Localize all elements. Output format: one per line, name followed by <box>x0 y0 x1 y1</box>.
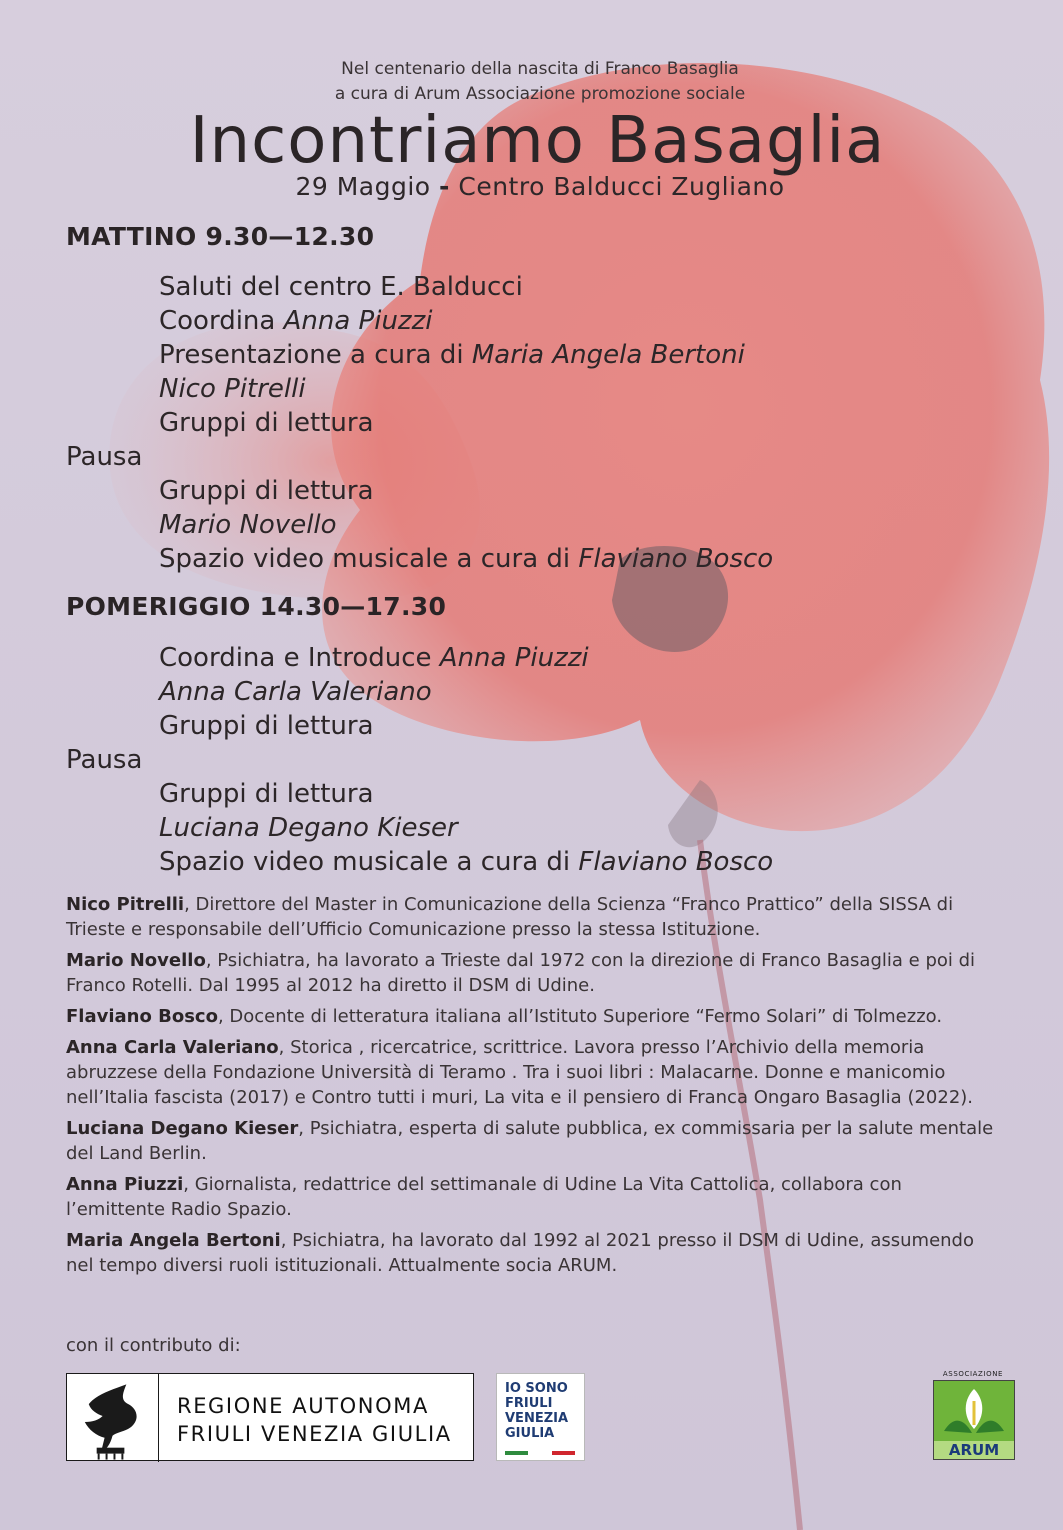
afternoon-program-item <box>0 845 1063 879</box>
event-title: Incontriamo Basaglia <box>189 104 886 178</box>
morning-program-item <box>0 474 1063 508</box>
afternoon-program-item <box>0 743 1063 777</box>
arum-caption: ASSOCIAZIONE <box>942 1370 1004 1378</box>
morning-program-item <box>0 508 1063 542</box>
morning-program-speaker-name: Nico Pitrelli <box>159 374 306 404</box>
bio-paragraph <box>66 892 1006 942</box>
speaker-bios <box>66 892 1006 1284</box>
date-separator: - <box>439 172 450 201</box>
event-venue: Centro Balducci Zugliano <box>458 172 785 201</box>
bio-name: Mario Novello <box>66 950 206 971</box>
eagle-icon <box>67 1374 159 1462</box>
morning-program-item-text: Spazio video musicale a cura di <box>159 544 579 574</box>
morning-program-item-text: Pausa <box>66 442 143 472</box>
afternoon-program-item-text: Pausa <box>66 745 143 775</box>
afternoon-program-item <box>0 641 1063 675</box>
event-date-venue <box>0 172 1063 201</box>
morning-program <box>0 270 1063 576</box>
morning-program-item <box>0 440 1063 474</box>
fvg-line-3: VENEZIA <box>505 1411 569 1426</box>
bio-name: Luciana Degano Kieser <box>66 1118 299 1139</box>
arum-name: ARUM <box>934 1441 1014 1459</box>
bio-paragraph <box>66 1004 1006 1029</box>
morning-program-speaker-name: Maria Angela Bertoni <box>471 340 745 370</box>
afternoon-program-item <box>0 675 1063 709</box>
morning-heading: MATTINO 9.30—12.30 <box>66 222 375 251</box>
afternoon-program-item-text: Gruppi di lettura <box>159 711 374 741</box>
event-date: 29 Maggio <box>295 172 431 201</box>
morning-program-speaker-name: Mario Novello <box>159 510 337 540</box>
afternoon-program-item <box>0 811 1063 845</box>
morning-program-item-text: Gruppi di lettura <box>159 408 374 438</box>
afternoon-program-speaker-name: Flaviano Bosco <box>578 847 774 877</box>
morning-program-item-text: Saluti del centro E. Balducci <box>159 272 523 302</box>
regione-line-1: REGIONE AUTONOMA <box>177 1394 429 1418</box>
afternoon-program-item-text: Spazio video musicale a cura di <box>159 847 579 877</box>
arum-lily-icon <box>934 1381 1014 1441</box>
fvg-line-1: IO SONO <box>505 1381 568 1396</box>
regione-fvg-logo <box>66 1373 474 1461</box>
fvg-line-4: GIULIA <box>505 1426 555 1441</box>
bio-text: , Psichiatra, ha lavorato a Trieste dal 1972 con la direzione di Franco Basaglia e poi di Franco Rotelli. Dal 1995 al 2012 ha diretto il DSM di Udine. <box>66 950 976 996</box>
morning-program-item-text: Gruppi di lettura <box>159 476 374 506</box>
flag-red <box>552 1451 575 1455</box>
io-sono-fvg-text <box>505 1381 568 1441</box>
subtitle-organizer: a cura di Arum Associazione promozione sociale <box>334 84 746 104</box>
afternoon-program-speaker-name: Anna Carla Valeriano <box>159 677 432 707</box>
bio-paragraph <box>66 1172 1006 1222</box>
arum-emblem <box>933 1380 1015 1460</box>
flag-white <box>528 1451 551 1455</box>
io-sono-fvg-logo <box>496 1373 585 1461</box>
bio-name: Flaviano Bosco <box>66 1006 218 1027</box>
bio-text: , Direttore del Master in Comunicazione della Scienza “Franco Prattico” della SISSA di Trieste e responsabile dell’Ufficio Comunicazione presso la stessa Istituzione. <box>66 894 954 940</box>
morning-program-item-text: Coordina <box>159 306 284 336</box>
morning-program-item-text: Presentazione a cura di <box>159 340 472 370</box>
afternoon-program-item-text: Coordina e Introduce <box>159 643 440 673</box>
bio-paragraph <box>66 1116 1006 1166</box>
afternoon-heading: POMERIGGIO 14.30—17.30 <box>66 592 447 621</box>
subtitle-centenary: Nel centenario della nascita di Franco Basaglia <box>341 59 739 79</box>
morning-program-item <box>0 406 1063 440</box>
afternoon-program-speaker-name: Luciana Degano Kieser <box>159 813 458 843</box>
bio-name: Anna Carla Valeriano <box>66 1037 279 1058</box>
morning-program-speaker-name: Anna Piuzzi <box>283 306 433 336</box>
morning-program-item <box>0 372 1063 406</box>
bio-text: , Docente di letteratura italiana all’Istituto Superiore “Fermo Solari” di Tolmezzo. <box>217 1006 943 1027</box>
bio-paragraph <box>66 1035 1006 1110</box>
fvg-line-2: FRIULI <box>505 1396 553 1411</box>
afternoon-program <box>0 641 1063 879</box>
arum-logo <box>929 1370 1017 1462</box>
bio-text: , Psichiatra, esperta di salute pubblica, ex commissaria per la salute mentale del Land Berlin. <box>66 1118 994 1164</box>
regione-line-2: FRIULI VENEZIA GIULIA <box>177 1422 452 1446</box>
morning-program-item <box>0 304 1063 338</box>
morning-program-item <box>0 338 1063 372</box>
contribution-label: con il contributo di: <box>66 1335 241 1356</box>
bio-paragraph <box>66 1228 1006 1278</box>
italian-flag-stripe <box>505 1451 575 1455</box>
afternoon-program-speaker-name: Anna Piuzzi <box>439 643 589 673</box>
afternoon-program-item <box>0 777 1063 811</box>
afternoon-program-item-text: Gruppi di lettura <box>159 779 374 809</box>
bio-name: Maria Angela Bertoni <box>66 1230 281 1251</box>
afternoon-program-item <box>0 709 1063 743</box>
flag-green <box>505 1451 528 1455</box>
bio-text: , Storica , ricercatrice, scrittrice. Lavora presso l’Archivio della memoria abruzzese della Fondazione Università di Teramo . Tra i suoi libri : Malacarne. Donne e manicomio nell’Italia fascista (2017) e Contro tutti i muri, La vita e il pensiero di Franca Ongaro Basaglia (2022). <box>66 1037 974 1108</box>
regione-logo-text <box>177 1392 452 1448</box>
morning-program-item <box>0 270 1063 304</box>
bio-name: Nico Pitrelli <box>66 894 185 915</box>
bio-paragraph <box>66 948 1006 998</box>
bio-name: Anna Piuzzi <box>66 1174 184 1195</box>
bio-text: , Giornalista, redattrice del settimanale di Udine La Vita Cattolica, collabora con l’emittente Radio Spazio. <box>66 1174 902 1220</box>
morning-program-item <box>0 542 1063 576</box>
bio-text: , Psichiatra, ha lavorato dal 1992 al 2021 presso il DSM di Udine, assumendo nel tempo diversi ruoli istituzionali. Attualmente socia ARUM. <box>66 1230 974 1276</box>
morning-program-speaker-name: Flaviano Bosco <box>578 544 774 574</box>
